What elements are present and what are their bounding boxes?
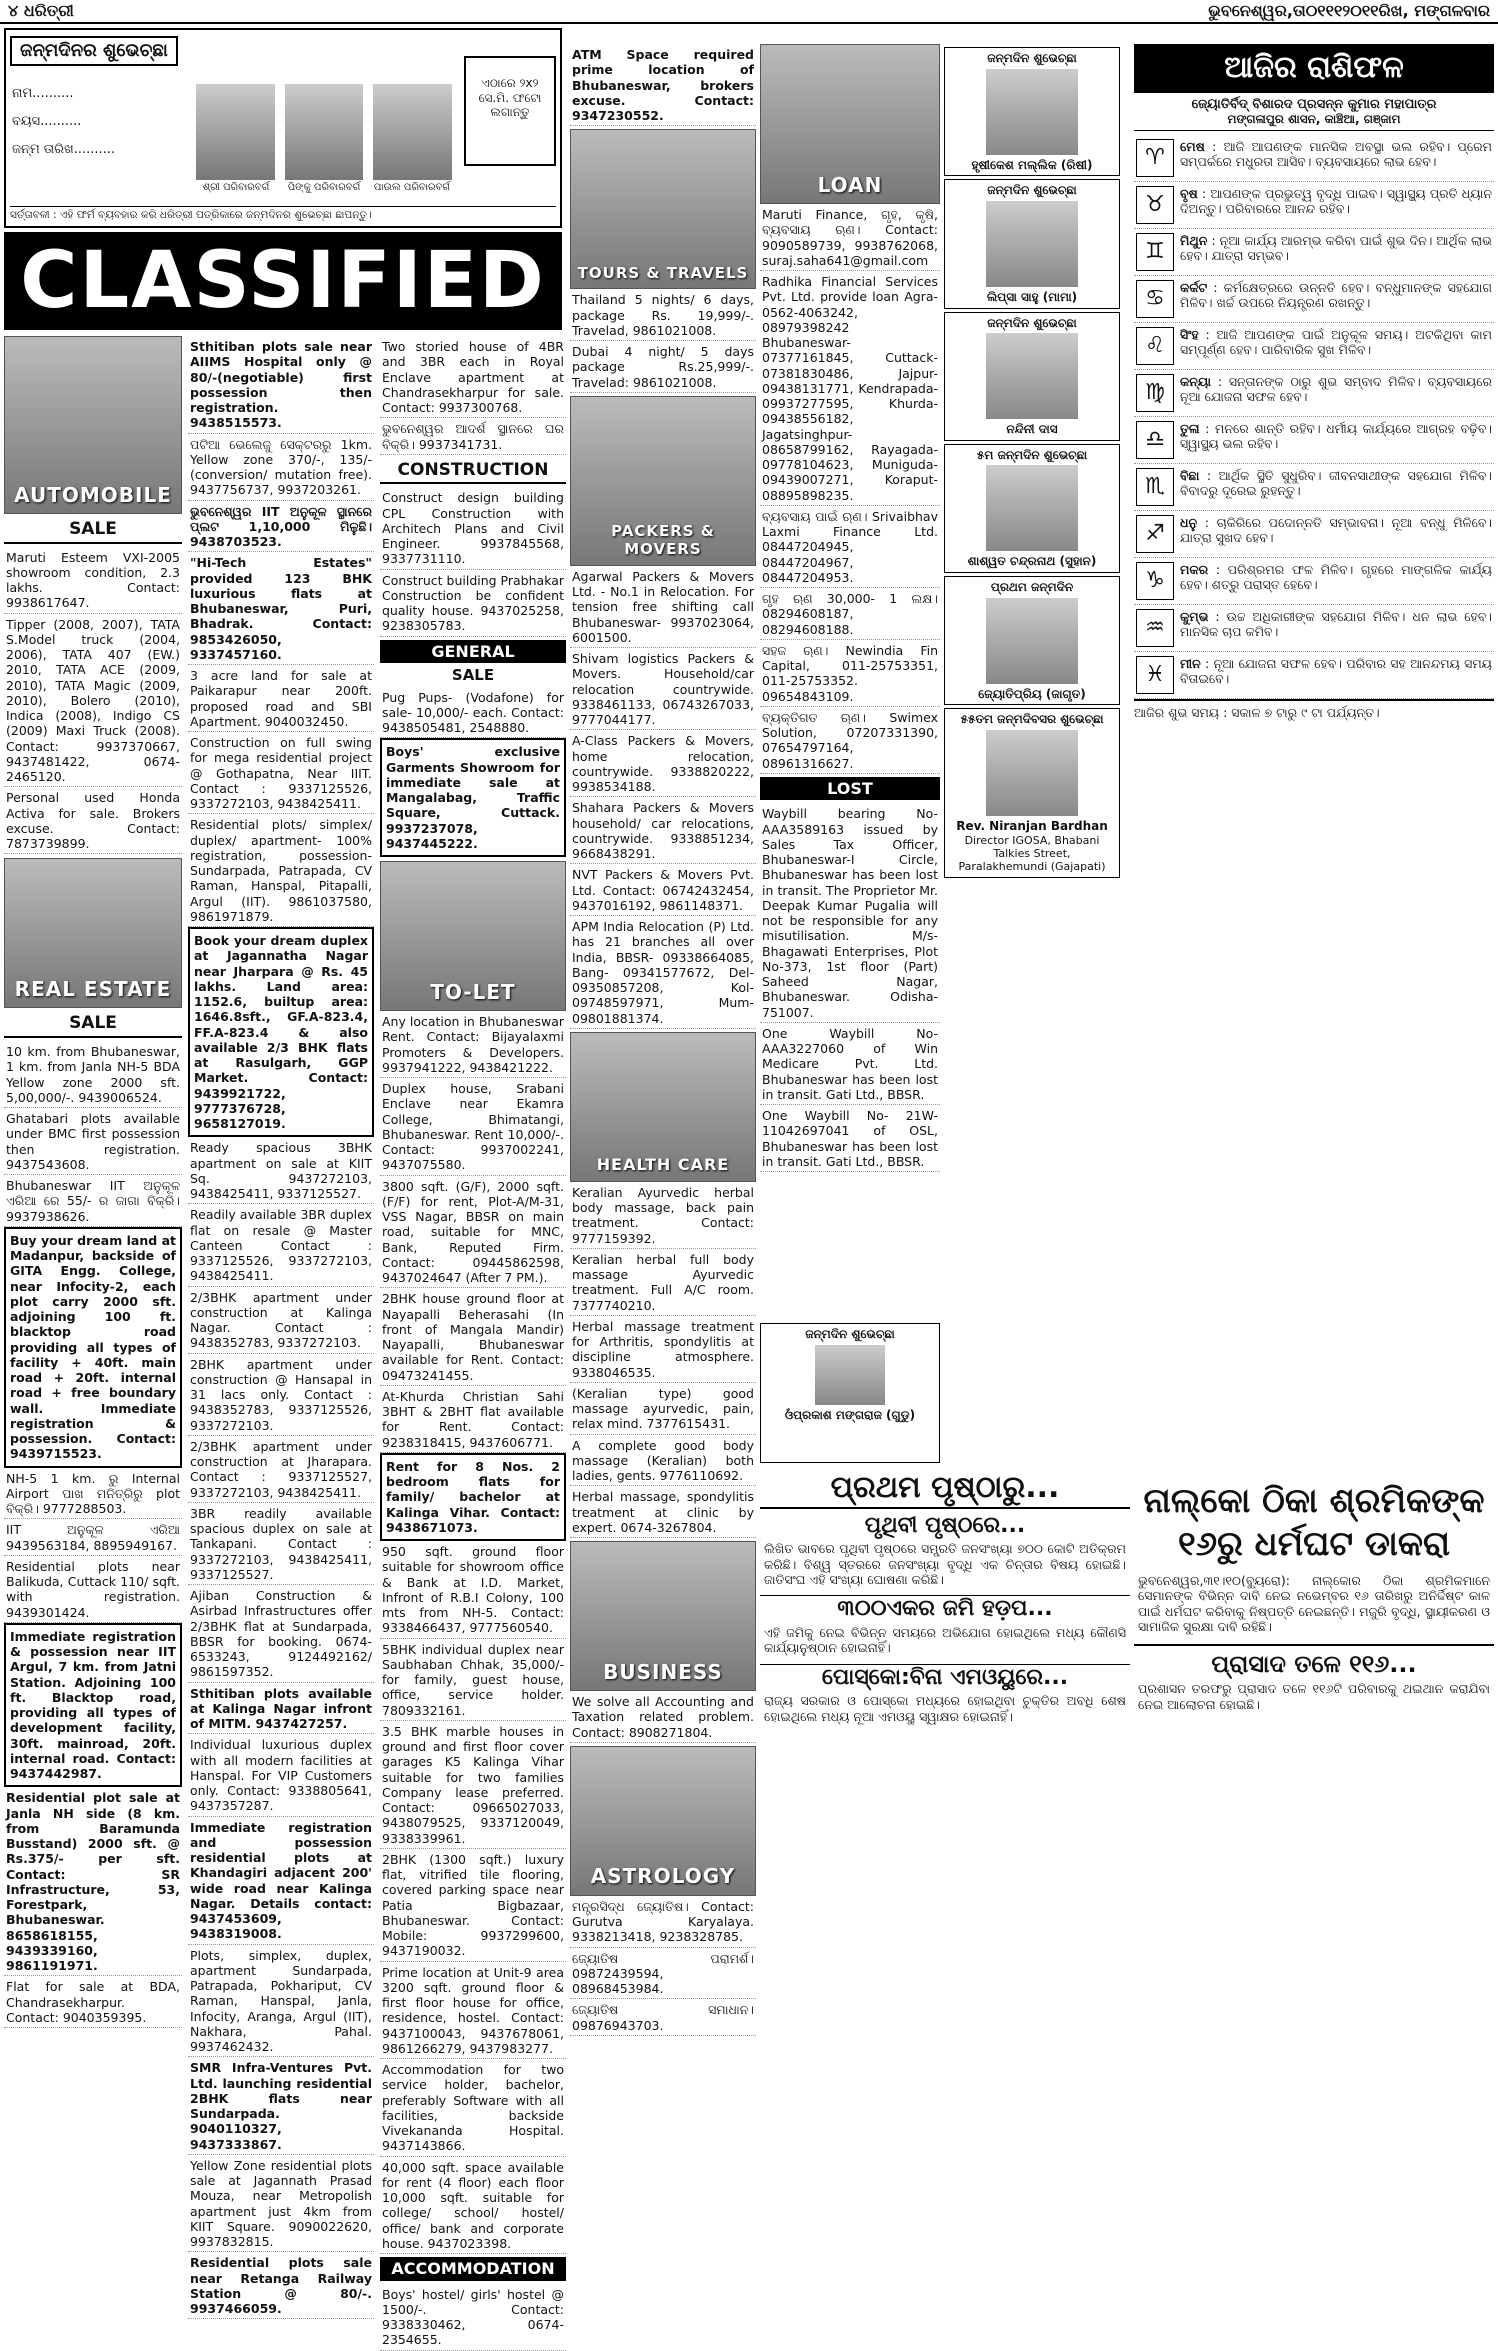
wish-card [760,1323,940,1463]
dateline: ଭୁବନେଶ୍ୱର,ତା୦୧୧୧୨୦୧୧ରିଖ, ମଙ୍ଗଳବାର [1208,1,1490,21]
classified-ad-boxed: Boys' exclusive Garments Showroom for immediate sale at Mangalabag, Traffic Square, Cuttack. 9937237078, 9437445222. [380,738,566,857]
classified-ad-boxed: Buy your dream land at Madanpur, backside of GITA Engg. College, near Infocity-2, each plot carry 2000 sft. adjoining 100 ft. blacktop road providing all types of facility + 40ft. main road + 20ft. internal road + free boundary wall. Immediate registration & possession. Contact: 9439715523. [4,1227,182,1468]
wish-card [944,179,1120,308]
wish-name: ହୃଷୀକେଶ ମଲ୍ଲିକ (ରିଷୀ) [971,157,1093,172]
wish-card [944,708,1120,877]
zodiac-sign: ବୃଷ [1180,186,1198,202]
wish-name: ଶାଶ୍ୱତ ଚନ୍ଦ୍ରନାଥ (ସୁହାନ) [967,554,1097,569]
column-travel-health [570,44,756,2336]
classified-ad: Any location in Bhubaneswar Rent. Contact: Bijayalaxmi Promoters & Developers. 9937941222, 9438421222. [380,1011,566,1078]
horoscope-entry: ♐ ଧନୁ : ଚାକିରିରେ ପଦୋନ୍ନତି ସମ୍ଭାବନା। ନୂଆ ବନ୍ଧୁ ମିଳିବେ। ଯାତ୍ରା ସୁଖଦ ହେବ। [1134,511,1494,558]
horoscope-title: ଆଜିର ରାଶିଫଳ [1134,44,1494,93]
horoscope-entry: ♈ ମେଷ : ଆଜି ଆପଣଙ୍କ ମାନସିକ ଅବସ୍ଥା ଭଲ ରହିବ। ପ୍ରେମ ସମ୍ପର୍କରେ ମଧୁରତା ଆସିବ। ବ୍ୟବସାୟରେ ଲାଭ ହେବ। [1134,135,1494,182]
classified-ad: Residential plot sale at Janla NH side (8 km. from Baramunda Busstand) 2000 sft. @ Rs.375/- per sft. Contact: SR Infrastructure, 53, Forestpark, Bhubaneswar. 8658618155, 9439339160, 9861191971. [4,1787,182,1976]
classified-ad: 950 sqft. ground floor suitable for showroom office & Bank at I.D. Market, Infront of R.B.I Colony, 100 mts from NH-5. Contact: 9338466437, 9777560540. [380,1541,566,1639]
wish-card [944,47,1120,176]
to-let-image [380,861,566,1011]
zodiac-text: ଉଚ୍ଚ ଅଧିକାରୀଙ୍କ ସହଯୋଗ ମିଳିବ। ଧନ ଲାଭ ହେବ। ମାନସିକ ଚାପ କମିବ। [1180,609,1492,640]
classified-ad: Keralian herbal full body massage Ayurvedic treatment. Full A/C room. 7377740210. [570,1249,756,1316]
zodiac-text: ଚାକିରିରେ ପଦୋନ୍ନତି ସମ୍ଭାବନା। ନୂଆ ବନ୍ଧୁ ମିଳିବେ। ଯାତ୍ରା ସୁଖଦ ହେବ। [1180,515,1492,546]
wish-title: ଜନ୍ମଦିନ ଶୁଭେଚ୍ଛା [805,1327,895,1341]
wish-title: ୫୫ତମ ଜନ୍ମଦିବସର ଶୁଭେଚ୍ଛା [960,712,1104,727]
zodiac-icon: ♒ [1136,609,1174,647]
classified-ad: A complete good body massage (Keralian) both ladies, gents. 9776110692. [570,1435,756,1487]
zodiac-icon: ♉ [1136,186,1174,224]
classified-ad: NVT Packers & Movers Pvt. Ltd. Contact: 06742432454, 9437016192, 9861148371. [570,864,756,916]
travel-label: TOURS & TRAVELS [577,263,749,282]
zodiac-text: ଆଜି ଆପଣଙ୍କ ମାନସିକ ଅବସ୍ଥା ଭଲ ରହିବ। ପ୍ରେମ ସମ୍ପର୍କରେ ମଧୁରତା ଆସିବ। ବ୍ୟବସାୟରେ ଲାଭ ହେବ। [1180,139,1492,170]
classified-banner: CLASSIFIED [4,232,562,330]
classified-ad: ଭୁବନେଶ୍ୱର ଆଦର୍ଶ ସ୍ଥାନରେ ଘର ବିକ୍ରି। 9937341731. [380,418,566,455]
automobile-image [4,336,182,514]
story-heading: ପ୍ରଥମ ପୃଷ୍ଠାରୁ... [760,1470,1130,1509]
classified-ad: Yellow Zone residential plots sale at Jagannath Prasad Mouza, near Metropolish apartment just 4km from KIIT Square. 9090022620, 9937832815. [188,2155,374,2253]
wish-name: ଲିପ୍ସା ସାହୁ (ମାମା) [986,289,1078,304]
zodiac-icon: ♍ [1136,374,1174,412]
zodiac-text: ପରିଶ୍ରମର ଫଳ ମିଳିବ। ଗୃହରେ ମାଙ୍ଗଳିକ କାର୍ଯ୍ୟ ହେବ। ଶତ୍ରୁ ପରାସ୍ତ ହେବେ। [1180,562,1492,593]
story-heading: ୩୦୦ଏକର ଜମି ହଡ଼ପ... [760,1595,1130,1623]
wish-title: ୫ମ ଜନ୍ମଦିନ ଶୁଭେଚ୍ଛା [976,447,1088,462]
section-heading: ACCOMMODATION [380,2257,566,2281]
travel-image [570,129,756,289]
zodiac-sign: ମିଥୁନ [1180,233,1208,249]
classified-ad: 40,000 sqft. space available for rent (4 floor) each floor 10,000 sqft. suitable for college/ school/ hostel/ office/ bank and corporate house. 9437023398. [380,2157,566,2255]
zodiac-text: ନୂଆ କାର୍ଯ୍ୟ ଆରମ୍ଭ କରିବା ପାଇଁ ଶୁଭ ଦିନ। ଆର୍ଥିକ ଲାଭ ହେବ। ଯାତ୍ରା ସମ୍ଭବ। [1180,233,1492,264]
wish-title: ପ୍ରଥମ ଜନ୍ମଦିନ [990,580,1074,594]
story-body: ଏହି ଜମିକୁ ନେଇ ବିଭିନ୍ନ ସମୟରେ ଅଭିଯୋଗ ହୋଇଥିଲେ ମଧ୍ୟ କୌଣସି କାର୍ଯ୍ୟାନୁଷ୍ଠାନ ହୋଇନାହିଁ। [764,1625,1126,1656]
classified-ad: Residential plots/ simplex/ duplex/ apartment- 100% registration, possession- Sundarpada, Patrapada, CV Raman, Hanspal, Pitapalli, Argul (IIT). 9861037580, 9861971879. [188,814,374,927]
to-let-label: TO-LET [430,979,516,1004]
story-heading: ପ୍ରାସାଦ ତଳେ ୧୧୬... [1134,1644,1494,1679]
astrology-label: ASTROLOGY [590,1864,736,1889]
classified-ad: Personal used Honda Activa for sale. Brokers excuse. Contact: 7873739899. [4,787,182,854]
horoscope-entry: ♍ କନ୍ୟା : ସନ୍ତାନଙ୍କ ଠାରୁ ଶୁଭ ସମ୍ବାଦ ମିଳିବ। ବ୍ୟବସାୟରେ ନୂଆ ଯୋଜନା ସଫଳ ହେବ। [1134,370,1494,417]
classified-ad: 3800 sqft. (G/F), 2000 sqft. (F/F) for rent, Plot-A/M-31, VSS Nagar, BBSR on main road, suitable for MNC, Bank, Reputed Firm. Contact: 09445862598, 9437024647 (After 7 PM.). [380,1176,566,1289]
section-heading: LOST [760,777,940,801]
horoscope-byline: ଜ୍ୟୋତିର୍ବିଦ୍ ବିଶାରଦ ପ୍ରସନ୍ନ କୁମାର ମହାପାତ୍ର [1191,96,1437,112]
health-care-label: HEALTH CARE [596,1155,730,1175]
horoscope-entry: ♌ ସିଂହ : ଆଜି ଆପଣଙ୍କ ପାଇଁ ଅନୁକୂଳ ସମୟ। ଅଟକିଥିବା କାମ ସମ୍ପୂର୍ଣ୍ଣ ହେବ। ପାରିବାରିକ ସୁଖ ମିଳିବ। [1134,323,1494,370]
photo-caption: ପାଉଲ ପରିବାରବର୍ଗ [373,182,451,193]
classified-ad: ATM Space required prime location of Bhubaneswar, brokers excuse. Contact: 9347230552. [570,44,756,126]
horoscope-entry: ♉ ବୃଷ : ଆପଣଙ୍କ ପ୍ରଭୁତ୍ୱ ବୃଦ୍ଧି ପାଇବ। ସ୍ୱାସ୍ଥ୍ୟ ପ୍ରତି ଧ୍ୟାନ ଦିଅନ୍ତୁ। ପରିବାରରେ ଆନନ୍ଦ ରହିବ। [1134,182,1494,229]
zodiac-text: ଆର୍ଥିକ ସ୍ଥିତି ସୁଧୁରିବ। ଜୀବନସାଥୀଙ୍କ ସହଯୋଗ ମିଳିବ। ବିବାଦରୁ ଦୂରେଇ ରୁହନ୍ତୁ। [1180,468,1492,499]
classified-ad: 2BHK apartment under construction @ Hansapal in 31 lacs only. Contact : 9438352783, 9337125526, 9337272103. [188,1354,374,1436]
classified-ad: 10 km. from Bhubaneswar, 1 km. from Janla NH-5 BDA Yellow zone 2000 sft. 5,00,000/-. 9439006524. [4,1041,182,1108]
story-heading: ପୋସ୍କୋ:ବିନା ଏମଓୟୁରେ... [760,1664,1130,1692]
wish-name: ନନ୍ଦିନୀ ଦାସ [1006,422,1058,437]
section-heading: CONSTRUCTION [380,458,566,485]
column-birthday-wishes [944,44,1120,1444]
form-field-name[interactable]: ନାମ.......... [12,86,74,101]
photo-caption: ପିଙ୍କୁ ପରିବାରବର୍ଗ [287,182,361,193]
classified-ad: At-Khurda Christian Sahi 3BHT & 2BHT flat available for Rent. Contact: 9238318415, 9437606771. [380,1386,566,1453]
zodiac-text: କର୍ମକ୍ଷେତ୍ରରେ ଉନ୍ନତି ହେବ। ବନ୍ଧୁମାନଙ୍କ ସହଯୋଗ ମିଳିବ। ଖର୍ଚ୍ଚ ଉପରେ ନିୟନ୍ତ୍ରଣ ରଖନ୍ତୁ। [1180,280,1492,311]
zodiac-icon: ♎ [1136,421,1174,459]
story-body: ଭୁବନେଶ୍ୱର,୩୧।୧୦(ବ୍ୟୁରୋ): ନାଲ୍‌କୋର ଠିକା ଶ୍ରମିକମାନେ ସେମାନଙ୍କ ବିଭିନ୍ନ ଦାବି ନେଇ ନଭେମ୍ବର ୧୬ ତାରିଖରୁ ଅନିର୍ଦ୍ଦିଷ୍ଟ କାଳ ପାଇଁ ଧର୍ମଘଟ କରିବାକୁ ନିଷ୍ପତ୍ତି ନେଇଛନ୍ତି। ମଜୁରି ବୃଦ୍ଧି, ସ୍ଥାୟୀକରଣ ଓ ସାମାଜିକ ସୁରକ୍ଷା ଦାବି ରହିଛି। [1138,1573,1490,1634]
horoscope-entry: ♏ ବିଛା : ଆର୍ଥିକ ସ୍ଥିତି ସୁଧୁରିବ। ଜୀବନସାଥୀଙ୍କ ସହଯୋଗ ମିଳିବ। ବିବାଦରୁ ଦୂରେଇ ରୁହନ୍ତୁ। [1134,464,1494,511]
classified-ad: ବ୍ୟବସାୟ ପାଇଁ ଋଣ। Srivaibhav Laxmi Finance Ltd. 08447204945, 08447204967, 08447204953. [760,506,940,588]
classified-ad: Herbal massage, spondylitis treatment at clinic by expert. 0674-3267804. [570,1486,756,1538]
column-automobile-realestate [4,336,182,2336]
classified-ad: 2/3BHK apartment under construction at Jharapara. Contact : 9337125527, 9337272103, 9438425411. [188,1436,374,1503]
zodiac-text: ନୂଆ ଯୋଜନା ସଫଳ ହେବ। ପରିବାର ସହ ଆନନ୍ଦମୟ ସମୟ ବିତାଇବେ। [1180,656,1492,687]
real-estate-label: REAL ESTATE [14,977,172,1002]
zodiac-text: ମନରେ ଶାନ୍ତି ରହିବ। ଧର୍ମୀୟ କାର୍ଯ୍ୟରେ ଆଗ୍ରହ ବଢ଼ିବ। ସ୍ୱାସ୍ଥ୍ୟ ଭଲ ରହିବ। [1180,421,1492,452]
zodiac-icon: ♏ [1136,468,1174,506]
page-header [0,0,1498,24]
section-heading: SALE [4,517,182,544]
classified-ad: ପଟିଆ ଭେଲେଜୁ ସେକ୍ଟରରୁ 1km. Yellow zone 370/-, 135/-(conversion/ mutation free). 9437756737, 9937203261. [188,434,374,501]
horoscope-entry: ♒ କୁମ୍ଭ : ଉଚ୍ଚ ଅଧିକାରୀଙ୍କ ସହଯୋଗ ମିଳିବ। ଧନ ଲାଭ ହେବ। ମାନସିକ ଚାପ କମିବ। [1134,605,1494,652]
classified-ad: Residential plots sale near Retanga Railway Station @ 80/-. 9937466059. [188,2252,374,2319]
story-section-right [1134,1480,1494,2336]
story-body: ପ୍ରଶାସନ ତରଫରୁ ପ୍ରାସାଦ ତଳେ ୧୧୬ଟି ପରିବାରକୁ ଥଇଥାନ କରାଯିବା ନେଇ ଆଲୋଚନା ହୋଇଛି। [1138,1681,1490,1712]
classified-ad: ଜ୍ୟୋତିଷ ପରାମର୍ଶ। 09872439594, 08968453984. [570,1948,756,2000]
wish-card [944,444,1120,573]
classified-ad: Plots, simplex, duplex, apartment Sundarpada, Patrapada, Pokhariput, CV Raman, Hanspal, Janla, Infocity, Aranga, Argul (IIT), Nakhara, Pahal. 9937462432. [188,1945,374,2058]
zodiac-icon: ♈ [1136,139,1174,177]
classified-ad: Construction on full swing for mega residential project @ Gothapatna, Near IIIT. Contact : 9337125526, 9337272103, 9438425411. [188,732,374,814]
classified-ad: (Keralian type) good massage ayurvedic, pain, relax mind. 7377615431. [570,1383,756,1435]
classified-ad: "Hi-Tech Estates" provided 123 BHK luxurious flats at Bhubaneswar, Puri, Bhadrak. Contact: 9853426050, 9337457160. [188,552,374,665]
wish-photo [986,333,1078,419]
zodiac-sign: ସିଂହ [1180,327,1199,343]
classified-ad: 2BHK house ground floor at Nayapalli Beherasahi (In front of Mangala Mandir) Nayapalli, Bhubaneswar available for Rent. Contact: 09473241455. [380,1288,566,1386]
classified-ad: 3BR readily available spacious duplex on sale at Tankapani. Contact : 9337272103, 9438425411, 9337125527. [188,1503,374,1585]
horoscope-section [1134,44,1494,1474]
zodiac-sign: ମକର [1180,562,1209,578]
classified-ad: Individual luxurious duplex with all modern facilities at Hanspal. For VIP Customers only. Contact: 9338805641, 9437357287. [188,1734,374,1816]
wish-card [944,312,1120,441]
form-field-age[interactable]: ବୟସ.......... [12,114,82,129]
photo-placeholder: ଏଠାରେ ୨x୨ ସେ.ମି. ଫଟୋ ଲଗାନ୍ତୁ [464,56,556,166]
zodiac-icon: ♊ [1136,233,1174,271]
classified-ad: 3.5 BHK marble houses in ground and first floor cover garages K5 Kalinga Vihar suitable for two families Company lease preferred. Contact: 09665027033, 9438079525, 9337120049, 9338339961. [380,1721,566,1849]
classified-ad-boxed: Rent for 8 Nos. 2 bedroom flats for family/ bachelor at Kalinga Vihar. Contact: 9438671073. [380,1453,566,1541]
wish-photo [986,730,1078,816]
classified-ad: One Waybill No- 21W-11042697041 of OSL, Bhubaneswar has been lost in transit. Gati Ltd., BBSR. [760,1105,940,1172]
wish-detail: Director IGOSA, Bhabani Talkies Street, Paralakhemundi (Gajapati) [958,833,1106,874]
zodiac-sign: ମୀନ [1180,656,1201,672]
wish-title: ଜନ୍ମଦିନ ଶୁଭେଚ୍ଛା [987,51,1077,65]
classified-ad-boxed: Book your dream duplex at Jagannatha Nagar near Jharpara @ Rs. 45 lakhs. Land area: 1152.6, builtup area: 1646.8sft., GF.A-823.4, FF.A-823.4 & also available 2/3 BHK flats at Rasulgarh, GGP Market. Contact: 9439921722, 9777376728, 9658127019. [188,927,374,1137]
classified-ad: Radhika Financial Services Pvt. Ltd. provide loan Agra-0562-4063242, 08979398242 Bhubaneswar-07377161845, Cuttack- 07381830486, Jajpur- 09438131771, Kendrapada- 09937277595, Khurda- 09438556182, Jagatsinghpur- 08658799162, Rayagada- 09778104623, Muniguda- 09439007271, Koraput- 08895898235. [760,271,940,506]
column-loan-lost [760,44,940,1444]
zodiac-icon: ♓ [1136,656,1174,694]
classified-ad: Waybill bearing No- AAA3589163 issued by Sales Tax Officer, Bhubaneswar-I Circle, Bhubaneswar has been lost in transit. The Proprietor Mr. Deepak Kumar Pugalia will not be responsible for any misutilisation. M/s- Bhagawati Enterprises, Plot No-373, 1st floor (Part) Saheed Nagar, Bhubaneswar. Odisha-751007. [760,803,940,1023]
zodiac-icon: ♌ [1136,327,1174,365]
horoscope-entry: ♓ ମୀନ : ନୂଆ ଯୋଜନା ସଫଳ ହେବ। ପରିବାର ସହ ଆନନ୍ଦମୟ ସମୟ ବିତାଇବେ। [1134,652,1494,699]
classified-ad: We solve all Accounting and Taxation related problem. Contact: 8908271804. [570,1691,756,1743]
wish-title: ଜନ୍ମଦିନ ଶୁଭେଚ୍ଛା [987,315,1077,330]
classified-ad: One Waybill No- AAA3227060 of Win Medicare Pvt. Ltd. Bhubaneswar has been lost in transit. Gati Ltd., BBSR. [760,1023,940,1105]
classified-ad: Two storied house of 4BR and 3BR each in Royal Enclave apartment at Chandrasekharpur for sale. Contact: 9937300768. [380,336,566,418]
automobile-label: AUTOMOBILE [14,482,172,507]
birthday-form [4,28,562,228]
business-label: BUSINESS [603,1659,723,1684]
classified-ad: IIT ଅନୁକୂଳ ଏରିଆ 9439563184, 8895949167. [4,1519,182,1556]
wish-title: ଜନ୍ମଦିନ ଶୁଭେଚ୍ଛା [987,183,1077,198]
sample-photos [196,84,452,180]
zodiac-sign: କର୍କଟ [1180,280,1208,296]
page-number: ୪ ଧରିତ୍ରୀ [8,1,74,21]
story-heading: ପୃଥିବୀ ପୃଷ୍ଠରେ... [864,1512,1026,1538]
classified-ad: Sthitiban plots available at Kalinga Nagar infront of MITM. 9437427257. [188,1683,374,1735]
classified-ad: Readily available 3BR duplex flat on resale @ Master Canteen Contact : 9337125526, 9337272103, 9438425411. [188,1204,374,1286]
packers-label: PACKERS & MOVERS [611,522,715,559]
classified-ad: Sthitiban plots sale near AIIMS Hospital only @ 80/-(negotiable) first possession then registration. 9438515573. [188,336,374,434]
wish-name: ଓଁପ୍ରକାଶ ମଙ୍ଗରାଜ (ଗୁଡୁ) [784,1407,916,1422]
zodiac-sign: ତୁଳା [1180,421,1200,437]
classified-ad: SMR Infra-Ventures Pvt. Ltd. launching residential 2BHK flats near Sundarpada. 9040110327, 9437333867. [188,2057,374,2155]
photo-caption: ଶ୍ରୀ ପରିବାରବର୍ଗ [202,182,270,193]
classified-ad: 2BHK (1300 sqft.) luxury flat, vitrified tile flooring, covered parking space near Patia Bigbazaar, Bhubaneswar. Contact: Mobile: 9937299600, 9437190032. [380,1849,566,1962]
zodiac-sign: କନ୍ୟା [1180,374,1212,390]
zodiac-sign: ଧନୁ [1180,515,1198,531]
classified-ad: Keralian Ayurvedic herbal body massage, back pain treatment. Contact: 9777159392. [570,1182,756,1249]
loan-label: LOAN [817,172,883,197]
classified-ad: Bhubaneswar IIT ଅନୁକୂଳ ଏରିଆ ରେ 55/- ର ଜାଗା ବିକ୍ରି। 9937938626. [4,1175,182,1227]
zodiac-icon: ♋ [1136,280,1174,318]
classified-ad: NH-5 1 km. ରୁ Internal Airport ପାଖ ମନିତ୍ରିରୁ plot ବିକ୍ରି। 9777288503. [4,1468,182,1520]
sample-photo [285,84,364,180]
business-image [570,1541,756,1691]
story-body: ରାଜ୍ୟ ସରକାର ଓ ପୋସ୍କୋ ମଧ୍ୟରେ ହୋଇଥିବା ଚୁକ୍ତିର ଅବଧି ଶେଷ ହୋଇଥିଲେ ମଧ୍ୟ ନୂଆ ଏମଓୟୁ ସ୍ୱାକ୍ଷର ହୋଇନାହିଁ। [764,1693,1126,1724]
classified-ad: Shahara Packers & Movers household/ car relocations, countrywide. 9338851234, 9668438291. [570,797,756,864]
classified-ad: Thailand 5 nights/ 6 days, package Rs. 19,999/-. Travelad, 9861021008. [570,289,756,341]
classified-ad: Flat for sale at BDA, Chandrasekharpur. Contact: 9040359395. [4,1976,182,2028]
story-headline: ନାଲ୍‌କୋ ଠିକା ଶ୍ରମିକଙ୍କ ୧୬ରୁ ଧର୍ମଘଟ ଡାକରା [1143,1481,1485,1564]
zodiac-sign: ମେଷ [1180,139,1205,155]
classified-ad: ମନ୍ତ୍ରସିଦ୍ଧ ଜ୍ୟୋତିଷ। Contact: Gurutva Karyalaya. 9338213418, 9238328785. [570,1896,756,1948]
classified-ad: Accommodation for two service holder, bachelor, preferably Software with all facilities, backside Vivekananda Hospital. 9437143866. [380,2059,566,2157]
horoscope-entry: ♎ ତୁଳା : ମନରେ ଶାନ୍ତି ରହିବ। ଧର୍ମୀୟ କାର୍ଯ୍ୟରେ ଆଗ୍ରହ ବଢ଼ିବ। ସ୍ୱାସ୍ଥ୍ୟ ଭଲ ରହିବ। [1134,417,1494,464]
classified-ad: Ready spacious 3BHK apartment on sale at KIIT Sq. 9437272103, 9438425411, 9337125527. [188,1137,374,1204]
section-heading: GENERAL [380,640,566,664]
classified-ad: Ajiban Construction & Asirbad Infrastructures offer 2/3BHK flat at Sundarpada, BBSR for booking. 0674-6533243, 9124492162/ 9861597352. [188,1585,374,1683]
classified-ad: 3 acre land for sale at Paikarapur near 200ft. proposed road and SBI Apartment. 9040032450. [188,665,374,732]
story-body: ଲିଖିତ ଭାବରେ ପୃଥିବୀ ପୃଷ୍ଠରେ ସମ୍ପ୍ରତି ଜନସଂଖ୍ୟା ୭୦୦ କୋଟି ଅତିକ୍ରମ କରିଛି। ବିଶ୍ୱ ସ୍ତରରେ ଜନସଂଖ୍ୟା ବୃଦ୍ଧି ଏକ ଚିନ୍ତାର ବିଷୟ ହୋଇଛି। ଜାତିସଂଘ ଏହି ସଂଖ୍ୟା ଘୋଷଣା କରିଛି। [764,1541,1126,1587]
classified-ad: Maruti Finance, ଗୃହ, କୃଷି, ବ୍ୟବସାୟ ଋଣ। Contact: 9090589739, 9938762068, suraj.saha641@gmail.com [760,204,940,271]
classified-ad: Ghatabari plots available under BMC first possession then registration. 9437543608. [4,1108,182,1175]
astrology-image [570,1746,756,1896]
classified-ad: Residential plots near Balikuda, Cuttack 110/ sqft. with registration. 9439301424. [4,1556,182,1623]
classified-ad: ଭୁବନେଶ୍ୱର IIT ଅନୁକୂଳ ସ୍ଥାନରେ ପ୍ଲଟ 1,10,000 ମିଳୁଛି। 9438703523. [188,501,374,553]
zodiac-text: ଆଜି ଆପଣଙ୍କ ପାଇଁ ଅନୁକୂଳ ସମୟ। ଅଟକିଥିବା କାମ ସମ୍ପୂର୍ଣ୍ଣ ହେବ। ପାରିବାରିକ ସୁଖ ମିଳିବ। [1180,327,1492,358]
wish-photo [986,69,1078,155]
horoscope-footer: ଆଜିର ଶୁଭ ସମୟ : ସକାଳ ୭ ଟାରୁ ୯ ଟା ପର୍ଯ୍ୟନ୍ତ। [1134,699,1494,720]
section-subheading: SALE [451,666,495,685]
classified-ad-boxed: Immediate registration & possession near IIT Argul, 7 km. from Jatni Station. Adjoining 100 ft. Blacktop road, providing all types of development facility, 30ft. mainroad, 20ft. internal road. Contact: 9437442987. [4,1623,182,1788]
classified-ad: ଜ୍ୟୋତିଷ ସମାଧାନ। 09876943703. [570,1999,756,2036]
horoscope-entry: ♊ ମିଥୁନ : ନୂଆ କାର୍ଯ୍ୟ ଆରମ୍ଭ କରିବା ପାଇଁ ଶୁଭ ଦିନ। ଆର୍ଥିକ ଲାଭ ହେବ। ଯାତ୍ରା ସମ୍ଭବ। [1134,229,1494,276]
sample-photo [196,84,275,180]
wish-card [944,576,1120,705]
zodiac-sign: କୁମ୍ଭ [1180,609,1209,625]
horoscope-list [1134,135,1494,699]
column-property [188,336,374,2336]
section-heading: SALE [4,1011,182,1038]
health-care-image [570,1032,756,1182]
story-section-left [760,1470,1130,2336]
classified-ad: Dubai 4 night/ 5 days package Rs.25,999/-. Travelad: 9861021008. [570,341,756,393]
horoscope-entry: ♑ ମକର : ପରିଶ୍ରମର ଫଳ ମିଳିବ। ଗୃହରେ ମାଙ୍ଗଳିକ କାର୍ଯ୍ୟ ହେବ। ଶତ୍ରୁ ପରାସ୍ତ ହେବେ। [1134,558,1494,605]
classified-ad: Maruti Esteem VXI-2005 showroom condition, 2.3 lakhs. Contact: 9938617647. [4,547,182,614]
classified-ad: Immediate registration and possession residential plots at Khandagiri adjacent 200' wide road near Kalinga Nagar. Details contact: 9437453609, 9438319008. [188,1817,374,1945]
sample-photo [373,84,452,180]
classified-ad: ବ୍ୟକ୍ତିଗତ ଋଣ। Swimex Solution, 07207331390, 07654797164, 08961316627. [760,707,940,774]
zodiac-text: ସନ୍ତାନଙ୍କ ଠାରୁ ଶୁଭ ସମ୍ବାଦ ମିଳିବ। ବ୍ୟବସାୟରେ ନୂଆ ଯୋଜନା ସଫଳ ହେବ। [1180,374,1492,405]
classified-ad: Agarwal Packers & Movers Ltd. - No.1 in Relocation. For tension free shifting call Bhubaneswar- 9937023064, 6001500. [570,566,756,648]
classified-ad: ଗୃହ ଋଣ 30,000- 1 ଲକ୍ଷ। 08294608187, 08294608188. [760,588,940,640]
classified-ad: Herbal massage treatment for Arthritis, spondylitis at discipline atmosphere. 9338046535. [570,1316,756,1383]
horoscope-address: ମଙ୍ଗଳାପୁର ଶାସନ, କାଞ୍ଚିଆ, ଗଞ୍ଜାମ [1134,112,1494,131]
wish-photo [815,1345,885,1405]
classified-ad: Tipper (2008, 2007), TATA S.Model truck (2004, 2006), TATA 407 (EW.) 2010, TATA ACE (2009, 2010), TATA Magic (2009, 2010), Bolero (2010), Indica (2008), Indigo CS (2009) Maxi Truck (2008). Contact: 9937370667, 9437481422, 0674-2465120. [4,614,182,788]
zodiac-icon: ♐ [1136,515,1174,553]
form-field-dob[interactable]: ଜନ୍ମ ତାରିଖ.......... [12,142,116,157]
classified-ad: 5BHK individual duplex near Saubhaban Chhak, 35,000/- for family, guest house, office, service holder. 7809332161. [380,1639,566,1721]
form-title: ଜନ୍ମଦିନର ଶୁଭେଚ୍ଛା [10,36,178,66]
wish-photo [986,598,1078,684]
classified-ad: 2/3BHK apartment under construction at Kalinga Nagar. Contact : 9438352783, 9337272103. [188,1287,374,1354]
classified-ad: Boys' hostel/ girls' hostel @ 1500/-. Contact: 9338330462, 0674-2354655. [380,2284,566,2351]
classified-ad: Duplex house, Srabani Enclave near Ekamra College, Bhimatangi, Bhubaneswar. Rent 10,000/-. Contact: 9937002241, 9437075580. [380,1078,566,1176]
wish-name: Rev. Niranjan Bardhan [956,818,1108,833]
classified-ad: Construct building Prabhakar Construction be confident quality house. 9437025258, 9238305783. [380,570,566,637]
classified-ad: Shivam logistics Packers & Movers. Household/car relocation countrywide. 9338461133, 06743267033, 9777044177. [570,648,756,730]
zodiac-sign: ବିଛା [1180,468,1200,484]
classified-ad: ସହଜ ଋଣ। Newindia Fin Capital, 011-25753351, 011-25753352. 09654843109. [760,640,940,707]
classified-ad: A-Class Packers & Movers, home relocation, countrywide. 9338820222, 9938534188. [570,730,756,797]
packers-image [570,396,756,566]
classified-ad: Construct design building CPL Construction with Architech Plans and Civil Engineer. 9937845568, 9337731110. [380,487,566,569]
classified-ad: APM India Relocation (P) Ltd. has 21 branches all over India, BBSR- 09338664085, Bang- 09341577672, Del- 09350857208, Kol- 09748597971, Mum- 09801881374. [570,916,756,1029]
form-terms: ସର୍ତ୍ତାବଳୀ : ଏହି ଫର୍ମ ବ୍ୟବହାର କରି ଧରିତ୍ରୀ ପତ୍ରିକାରେ ଜନ୍ମଦିନର ଶୁଭେଚ୍ଛା ଛାପନ୍ତୁ। [10,206,556,222]
zodiac-text: ଆପଣଙ୍କ ପ୍ରଭୁତ୍ୱ ବୃଦ୍ଧି ପାଇବ। ସ୍ୱାସ୍ଥ୍ୟ ପ୍ରତି ଧ୍ୟାନ ଦିଅନ୍ତୁ। ପରିବାରରେ ଆନନ୍ଦ ରହିବ। [1180,186,1492,217]
horoscope-entry: ♋ କର୍କଟ : କର୍ମକ୍ଷେତ୍ରରେ ଉନ୍ନତି ହେବ। ବନ୍ଧୁମାନଙ୍କ ସହଯୋଗ ମିଳିବ। ଖର୍ଚ୍ଚ ଉପରେ ନିୟନ୍ତ୍ରଣ ରଖନ୍ତୁ। [1134,276,1494,323]
wish-photo [986,465,1078,551]
wish-photo [986,201,1078,287]
column-construction-tolet [380,336,566,2348]
classified-ad: Prime location at Unit-9 area 3200 sqft. ground floor & first floor house for office, residence, hostel. Contact: 9437100043, 9437678061, 9861266279, 9437983277. [380,1962,566,2060]
loan-image [760,44,940,204]
wish-name: ଜ୍ୟୋତିପ୍ରିୟ (ଜାଗୃତ) [978,686,1086,701]
classified-ad: Pug Pups- (Vodafone) for sale- 10,000/- each. Contact: 9438505481, 2548880. [380,687,566,739]
real-estate-image [4,858,182,1008]
zodiac-icon: ♑ [1136,562,1174,600]
